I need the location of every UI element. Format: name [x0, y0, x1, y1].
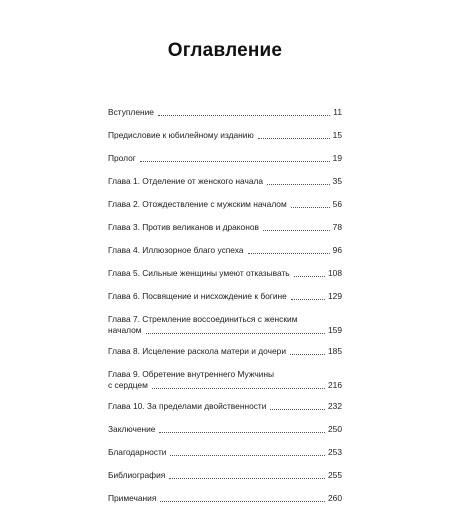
toc-entry-title-line2: с сердцем: [108, 380, 148, 390]
toc-page-number: 11: [333, 107, 342, 117]
toc-page-number: 250: [328, 424, 342, 434]
dot-leader: [263, 230, 330, 231]
dot-leader: [291, 299, 325, 300]
toc-entry: [108, 199, 342, 210]
toc-entry: [108, 401, 342, 412]
toc-entry-title: Библиография: [108, 470, 166, 480]
dot-leader: [169, 478, 325, 479]
toc-entry-title: Заключение: [108, 424, 156, 434]
toc-entry: [108, 424, 342, 435]
dot-leader: [270, 409, 325, 410]
toc-page-number: 255: [328, 470, 342, 480]
toc-entry-title: Глава 10. За пределами двойственности: [108, 401, 267, 411]
toc-page-number: 129: [328, 291, 342, 301]
toc-entry-title-line1: Глава 7. Стремление воссоединиться с женским: [108, 314, 298, 324]
dot-leader: [158, 115, 330, 116]
dot-leader: [290, 354, 325, 355]
toc-entry-title: Глава 6. Посвящение и нисхождение к богине: [108, 291, 287, 301]
toc-page-number: 108: [328, 268, 342, 278]
toc-page-number: 253: [328, 447, 342, 457]
toc-entry-title: Глава 1. Отделение от женского начала: [108, 176, 264, 186]
toc-page-number: 19: [332, 153, 342, 163]
dot-leader: [291, 207, 330, 208]
toc-page-number: 15: [332, 130, 342, 140]
toc-entry: [108, 245, 342, 256]
toc-page-number: 96: [332, 245, 342, 255]
dot-leader: [146, 333, 325, 334]
toc-page-number: 35: [332, 176, 342, 186]
dot-leader: [170, 455, 325, 456]
dot-leader: [294, 276, 325, 277]
toc-entry-title: Благодарности: [108, 447, 167, 457]
toc-page-number: 159: [328, 325, 342, 335]
toc-entry: [108, 130, 342, 141]
toc-page-number: 185: [328, 346, 342, 356]
toc-page-number: 216: [328, 380, 342, 390]
toc-entry-title: Примечания: [108, 493, 157, 503]
toc-entry: [108, 107, 342, 118]
toc-entry-title: Глава 4. Иллюзорное благо успеха: [108, 245, 244, 255]
toc-entry-title: Вступление: [108, 107, 154, 117]
toc-entry-title: Пролог: [108, 153, 136, 163]
toc-entry: [108, 447, 342, 458]
page-title: Оглавление: [167, 40, 283, 61]
toc-entry-title: Глава 3. Против великанов и драконов: [108, 222, 259, 232]
toc-entry-title-line1: Глава 9. Обретение внутреннего Мужчины: [108, 369, 275, 379]
toc-entry-title: Глава 5. Сильные женщины умеют отказывать: [108, 268, 290, 278]
dot-leader: [152, 388, 325, 389]
toc-entry: [108, 314, 342, 336]
toc-entry: [108, 268, 342, 279]
toc-entry-title: Глава 8. Исцеление раскола матери и дочери: [108, 346, 287, 356]
toc-page-number: 56: [332, 199, 342, 209]
toc-entry: [108, 291, 342, 302]
dot-leader: [267, 184, 330, 185]
toc-entry: [108, 153, 342, 164]
table-of-contents: [108, 107, 342, 516]
dot-leader: [140, 161, 330, 162]
toc-entry-title: Предисловие к юбилейному изданию: [108, 130, 254, 140]
toc-entry: [108, 222, 342, 233]
toc-page-number: 260: [328, 493, 342, 503]
dot-leader: [159, 432, 325, 433]
toc-entry: [108, 369, 342, 391]
toc-page-number: 78: [332, 222, 342, 232]
dot-leader: [258, 138, 330, 139]
toc-page-number: 232: [328, 401, 342, 411]
toc-entry-title-line2: началом: [108, 325, 142, 335]
dot-leader: [248, 253, 330, 254]
toc-entry: [108, 346, 342, 357]
toc-entry: [108, 470, 342, 481]
toc-entry: [108, 176, 342, 187]
dot-leader: [160, 501, 325, 502]
toc-entry: [108, 493, 342, 504]
toc-entry-title: Глава 2. Отождествление с мужским началом: [108, 199, 287, 209]
